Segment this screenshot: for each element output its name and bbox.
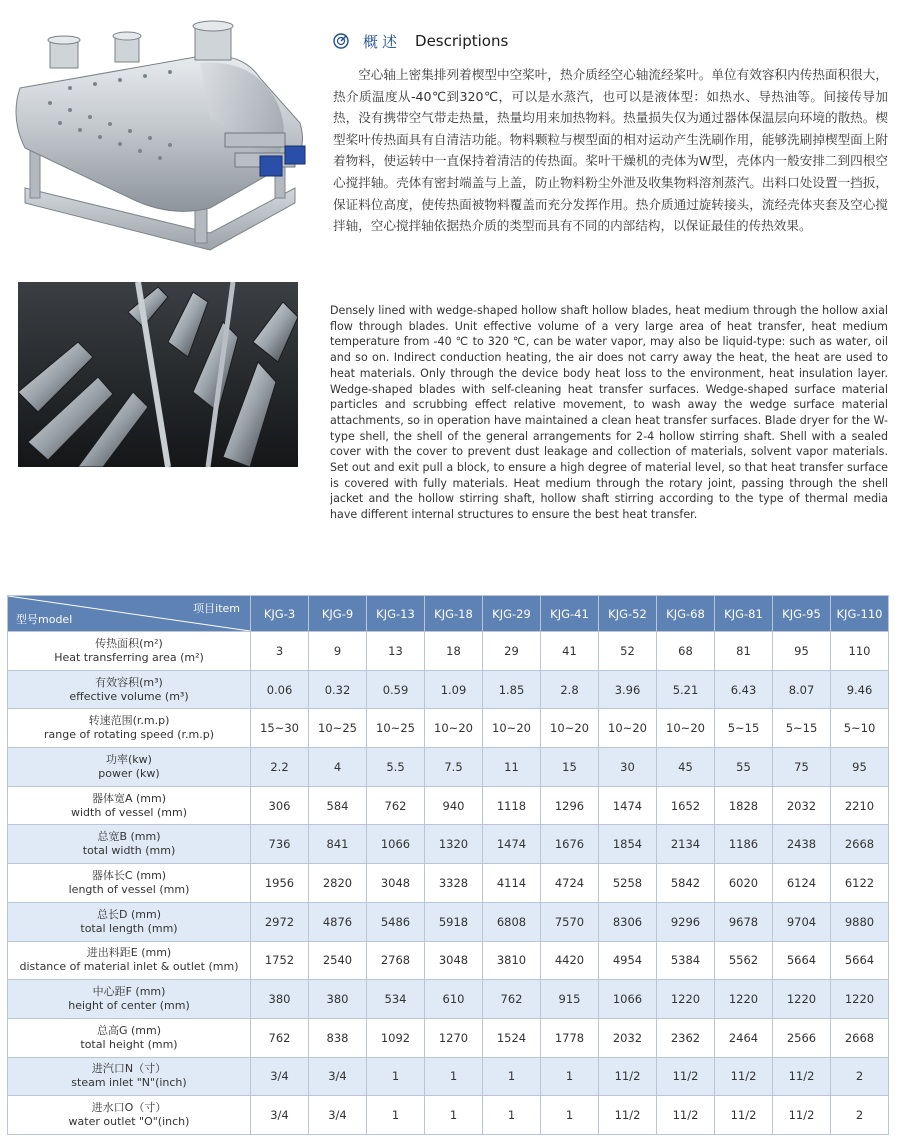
table-cell: 3/4	[309, 1096, 367, 1135]
table-cell: 0.59	[367, 670, 425, 709]
corner-item-label: 项目item	[193, 602, 240, 615]
row-label-en: water outlet "O"(inch)	[68, 1115, 190, 1129]
table-cell: 1778	[541, 1018, 599, 1057]
table-cell: 10~25	[309, 709, 367, 748]
table-cell: 1474	[599, 786, 657, 825]
model-header: KJG-52	[599, 596, 657, 632]
table-cell: 1752	[251, 941, 309, 980]
table-cell: 6.43	[715, 670, 773, 709]
table-cell: 5384	[657, 941, 715, 980]
section-header	[333, 30, 508, 52]
table-row	[8, 941, 889, 980]
row-label	[8, 902, 251, 941]
table-cell: 1474	[483, 825, 541, 864]
table-cell: 841	[309, 825, 367, 864]
table-cell: 762	[251, 1018, 309, 1057]
table-cell: 2820	[309, 864, 367, 903]
table-cell: 9704	[773, 902, 831, 941]
table-cell: 2.8	[541, 670, 599, 709]
table-cell: 1524	[483, 1018, 541, 1057]
row-label-cn: 传热面积(m²)	[95, 636, 163, 650]
table-cell: 9.46	[831, 670, 889, 709]
model-header: KJG-95	[773, 596, 831, 632]
row-label	[8, 1096, 251, 1135]
table-cell: 1066	[367, 825, 425, 864]
table-cell: 3048	[425, 941, 483, 980]
row-label-cn: 功率(kw)	[106, 752, 152, 766]
table-row	[8, 825, 889, 864]
model-header: KJG-41	[541, 596, 599, 632]
table-cell: 4876	[309, 902, 367, 941]
table-cell: 7.5	[425, 748, 483, 787]
table-cell: 1220	[657, 980, 715, 1019]
table-row	[8, 980, 889, 1019]
paddle-shaft-interior-photo	[18, 282, 298, 467]
corner-model-label: 型号model	[16, 613, 73, 626]
table-cell: 18	[425, 632, 483, 671]
description-chinese: 空心轴上密集排列着楔型中空桨叶，热介质经空心轴流经桨叶。单位有效容积内传热面积很大，热介质温度从-40℃到320℃，可以是水蒸汽，也可以是液体型：如热水、导热油等。间接传导加热，没有携带空气带走热量，热量均用来加热物料。热量损失仅为通过器体保温层向环境的散热。楔型桨叶传热面具有自清洁功能。物料颗粒与楔型面的相对运动产生洗刷作用，能够洗刷掉楔型面上附着物料，使运转中一直保持着清洁的传热面。桨叶干燥机的壳体为W型，壳体内一般安排二到四根空心搅拌轴。壳体有密封端盖与上盖，防止物料粉尘外泄及收集物料溶剂蒸汽。出料口处设置一挡扳，保证料位高度，使传热面被物料覆盖而充分发挥作用。热介质通过旋转接头，流经壳体夹套及空心搅拌轴，空心搅拌轴依据热介质的类型而具有不同的内部结构，以保证最佳的传热效果。	[333, 67, 888, 234]
table-cell: 5.21	[657, 670, 715, 709]
description-english: Densely lined with wedge-shaped hollow shaft hollow blades, heat medium through the hollow axial flow through blades. Unit effective volume of a very large area of heat transfer, heat medium temperature from -40 ℃ to 320 ℃, can be water vapor, may also be liquid-type: such as water, oil and so on. Indirect conduction heating, the air does not carry away the heat, the heat are used to heat materials. Only through the device body heat loss to the environment, heat insulation layer. Wedge-shaped blades with self-cleaning heat transfer surfaces. Wedge-shaped surface material particles and scrubbing effect relative movement, to wash away the wedge surface material attachments, so in operation have maintained a clean heat transfer surfaces. Blade dryer for the W-type shell, the shell of the general arrangements for 2-4 hollow stirring shaft. Shell with a sealed cover with the cover to prevent dust leakage and collection of materials, solvent vapor materials. Set out and exit pull a block, to ensure a high degree of material level, so that heat transfer surface is covered with fully materials. Heat medium through the rotary joint, passing through the shell jacket and the hollow stirring shaft, hollow shaft stirring according to the type of thermal media have different internal structures to ensure the best heat transfer.	[330, 304, 888, 522]
table-cell: 1066	[599, 980, 657, 1019]
table-cell: 3810	[483, 941, 541, 980]
table-cell: 3.96	[599, 670, 657, 709]
row-label-cn: 总高G (mm)	[96, 1023, 162, 1037]
table-cell: 2362	[657, 1018, 715, 1057]
row-label-en: total length (mm)	[80, 921, 178, 935]
table-cell: 13	[367, 632, 425, 671]
table-cell: 1.85	[483, 670, 541, 709]
table-cell: 3/4	[251, 1096, 309, 1135]
table-cell: 762	[367, 786, 425, 825]
row-label-cn: 总宽B (mm)	[97, 830, 161, 844]
table-cell: 1	[541, 1096, 599, 1135]
table-cell: 11/2	[773, 1057, 831, 1096]
table-cell: 30	[599, 748, 657, 787]
table-cell: 1676	[541, 825, 599, 864]
row-label-cn: 转速范围(r.m.p)	[88, 714, 170, 728]
table-cell: 9	[309, 632, 367, 671]
table-cell: 3328	[425, 864, 483, 903]
table-cell: 2438	[773, 825, 831, 864]
row-label	[8, 825, 251, 864]
table-cell: 45	[657, 748, 715, 787]
table-cell: 5486	[367, 902, 425, 941]
target-icon	[333, 33, 349, 49]
row-label	[8, 748, 251, 787]
table-row	[8, 786, 889, 825]
row-label-cn: 总长D (mm)	[97, 907, 161, 921]
table-cell: 11/2	[657, 1057, 715, 1096]
row-label-en: Heat transferring area (m²)	[54, 650, 204, 664]
table-cell: 1092	[367, 1018, 425, 1057]
table-row	[8, 748, 889, 787]
table-cell: 1828	[715, 786, 773, 825]
table-cell: 5562	[715, 941, 773, 980]
row-label-cn: 中心距F (mm)	[92, 985, 166, 999]
table-cell: 1.09	[425, 670, 483, 709]
model-header: KJG-81	[715, 596, 773, 632]
row-label-en: total height (mm)	[80, 1037, 178, 1051]
table-cell: 2.2	[251, 748, 309, 787]
table-cell: 9678	[715, 902, 773, 941]
specification-table-body	[8, 632, 889, 1135]
table-cell: 610	[425, 980, 483, 1019]
row-label-en: distance of material inlet & outlet (mm)	[19, 960, 239, 974]
table-cell: 7570	[541, 902, 599, 941]
table-cell: 11/2	[715, 1057, 773, 1096]
table-cell: 838	[309, 1018, 367, 1057]
row-label-cn: 进水口O（寸）	[91, 1101, 167, 1115]
model-header: KJG-13	[367, 596, 425, 632]
row-label	[8, 1057, 251, 1096]
table-cell: 1270	[425, 1018, 483, 1057]
table-cell: 2566	[773, 1018, 831, 1057]
table-cell: 41	[541, 632, 599, 671]
table-cell: 1220	[715, 980, 773, 1019]
row-label-en: total width (mm)	[82, 844, 176, 858]
table-cell: 915	[541, 980, 599, 1019]
table-cell: 5918	[425, 902, 483, 941]
model-header: KJG-110	[831, 596, 889, 632]
section-title-cn: 概述	[363, 32, 402, 51]
table-row	[8, 902, 889, 941]
row-label-en: width of vessel (mm)	[71, 805, 187, 819]
table-cell: 2032	[599, 1018, 657, 1057]
table-cell: 3048	[367, 864, 425, 903]
table-cell: 2	[831, 1057, 889, 1096]
table-cell: 5~15	[715, 709, 773, 748]
table-cell: 2464	[715, 1018, 773, 1057]
table-row	[8, 864, 889, 903]
table-cell: 2	[831, 1096, 889, 1135]
table-cell: 9296	[657, 902, 715, 941]
table-cell: 1	[483, 1057, 541, 1096]
table-cell: 2768	[367, 941, 425, 980]
table-cell: 11/2	[773, 1096, 831, 1135]
table-cell: 1220	[773, 980, 831, 1019]
row-label-cn: 器体长C (mm)	[91, 868, 167, 882]
table-cell: 3	[251, 632, 309, 671]
table-cell: 584	[309, 786, 367, 825]
table-cell: 5258	[599, 864, 657, 903]
table-cell: 11/2	[715, 1096, 773, 1135]
model-header: KJG-29	[483, 596, 541, 632]
row-label-cn: 有效容积(m³)	[95, 675, 163, 689]
table-cell: 15	[541, 748, 599, 787]
row-label-en: effective volume (m³)	[69, 689, 189, 703]
row-label-en: length of vessel (mm)	[68, 882, 190, 896]
table-cell: 380	[309, 980, 367, 1019]
table-cell: 1320	[425, 825, 483, 864]
table-cell: 10~20	[483, 709, 541, 748]
table-header-row	[8, 596, 889, 632]
table-cell: 10~20	[657, 709, 715, 748]
row-label-en: steam inlet "N"(inch)	[71, 1076, 187, 1090]
table-cell: 110	[831, 632, 889, 671]
row-label	[8, 786, 251, 825]
table-cell: 1186	[715, 825, 773, 864]
table-cell: 4954	[599, 941, 657, 980]
table-cell: 4420	[541, 941, 599, 980]
row-label-en: height of center (mm)	[68, 999, 190, 1013]
table-cell: 380	[251, 980, 309, 1019]
table-corner-cell	[8, 596, 251, 632]
table-row	[8, 670, 889, 709]
table-cell: 2134	[657, 825, 715, 864]
specification-table	[7, 595, 889, 1135]
table-cell: 8.07	[773, 670, 831, 709]
table-row	[8, 1096, 889, 1135]
table-row	[8, 1018, 889, 1057]
paddle-dryer-machine-photo	[10, 18, 310, 258]
table-cell: 2540	[309, 941, 367, 980]
table-cell: 5842	[657, 864, 715, 903]
table-cell: 2668	[831, 825, 889, 864]
table-cell: 2972	[251, 902, 309, 941]
table-cell: 1	[425, 1057, 483, 1096]
table-cell: 762	[483, 980, 541, 1019]
section-title-en: Descriptions	[415, 32, 509, 50]
table-cell: 9880	[831, 902, 889, 941]
table-cell: 1220	[831, 980, 889, 1019]
table-row	[8, 632, 889, 671]
row-label-en: power (kw)	[98, 766, 160, 780]
table-row	[8, 709, 889, 748]
table-cell: 1854	[599, 825, 657, 864]
table-cell: 8306	[599, 902, 657, 941]
table-cell: 11	[483, 748, 541, 787]
table-cell: 11/2	[599, 1057, 657, 1096]
table-cell: 1296	[541, 786, 599, 825]
table-cell: 29	[483, 632, 541, 671]
table-cell: 52	[599, 632, 657, 671]
table-cell: 5.5	[367, 748, 425, 787]
table-cell: 81	[715, 632, 773, 671]
table-cell: 1652	[657, 786, 715, 825]
table-cell: 0.32	[309, 670, 367, 709]
table-cell: 1	[483, 1096, 541, 1135]
table-cell: 0.06	[251, 670, 309, 709]
row-label	[8, 670, 251, 709]
table-cell: 4	[309, 748, 367, 787]
table-cell: 4724	[541, 864, 599, 903]
table-cell: 6124	[773, 864, 831, 903]
row-label	[8, 1018, 251, 1057]
table-cell: 95	[831, 748, 889, 787]
table-cell: 4114	[483, 864, 541, 903]
row-label	[8, 980, 251, 1019]
row-label-en: range of rotating speed (r.m.p)	[44, 728, 214, 742]
table-cell: 940	[425, 786, 483, 825]
table-cell: 6122	[831, 864, 889, 903]
table-cell: 68	[657, 632, 715, 671]
table-cell: 2668	[831, 1018, 889, 1057]
table-cell: 10~20	[599, 709, 657, 748]
table-cell: 95	[773, 632, 831, 671]
table-cell: 6808	[483, 902, 541, 941]
row-label-cn: 器体宽A (mm)	[91, 791, 167, 805]
row-label-cn: 进出料距E (mm)	[86, 946, 172, 960]
row-label	[8, 864, 251, 903]
table-cell: 5~15	[773, 709, 831, 748]
table-cell: 1	[367, 1096, 425, 1135]
table-cell: 1956	[251, 864, 309, 903]
model-header: KJG-3	[251, 596, 309, 632]
table-cell: 11/2	[657, 1096, 715, 1135]
model-header: KJG-68	[657, 596, 715, 632]
table-cell: 1	[367, 1057, 425, 1096]
table-cell: 5~10	[831, 709, 889, 748]
table-cell: 2032	[773, 786, 831, 825]
table-cell: 15~30	[251, 709, 309, 748]
table-cell: 5664	[773, 941, 831, 980]
table-cell: 306	[251, 786, 309, 825]
model-header: KJG-9	[309, 596, 367, 632]
table-row	[8, 1057, 889, 1096]
model-header: KJG-18	[425, 596, 483, 632]
table-cell: 1	[425, 1096, 483, 1135]
table-cell: 10~20	[425, 709, 483, 748]
table-cell: 1	[541, 1057, 599, 1096]
table-cell: 11/2	[599, 1096, 657, 1135]
table-cell: 5664	[831, 941, 889, 980]
row-label	[8, 941, 251, 980]
table-cell: 6020	[715, 864, 773, 903]
table-cell: 3/4	[309, 1057, 367, 1096]
table-cell: 3/4	[251, 1057, 309, 1096]
table-cell: 736	[251, 825, 309, 864]
row-label	[8, 709, 251, 748]
row-label	[8, 632, 251, 671]
table-cell: 534	[367, 980, 425, 1019]
table-cell: 10~20	[541, 709, 599, 748]
table-cell: 75	[773, 748, 831, 787]
table-cell: 1118	[483, 786, 541, 825]
table-cell: 55	[715, 748, 773, 787]
table-cell: 2210	[831, 786, 889, 825]
row-label-cn: 进汽口N（寸）	[91, 1062, 167, 1076]
table-cell: 10~25	[367, 709, 425, 748]
